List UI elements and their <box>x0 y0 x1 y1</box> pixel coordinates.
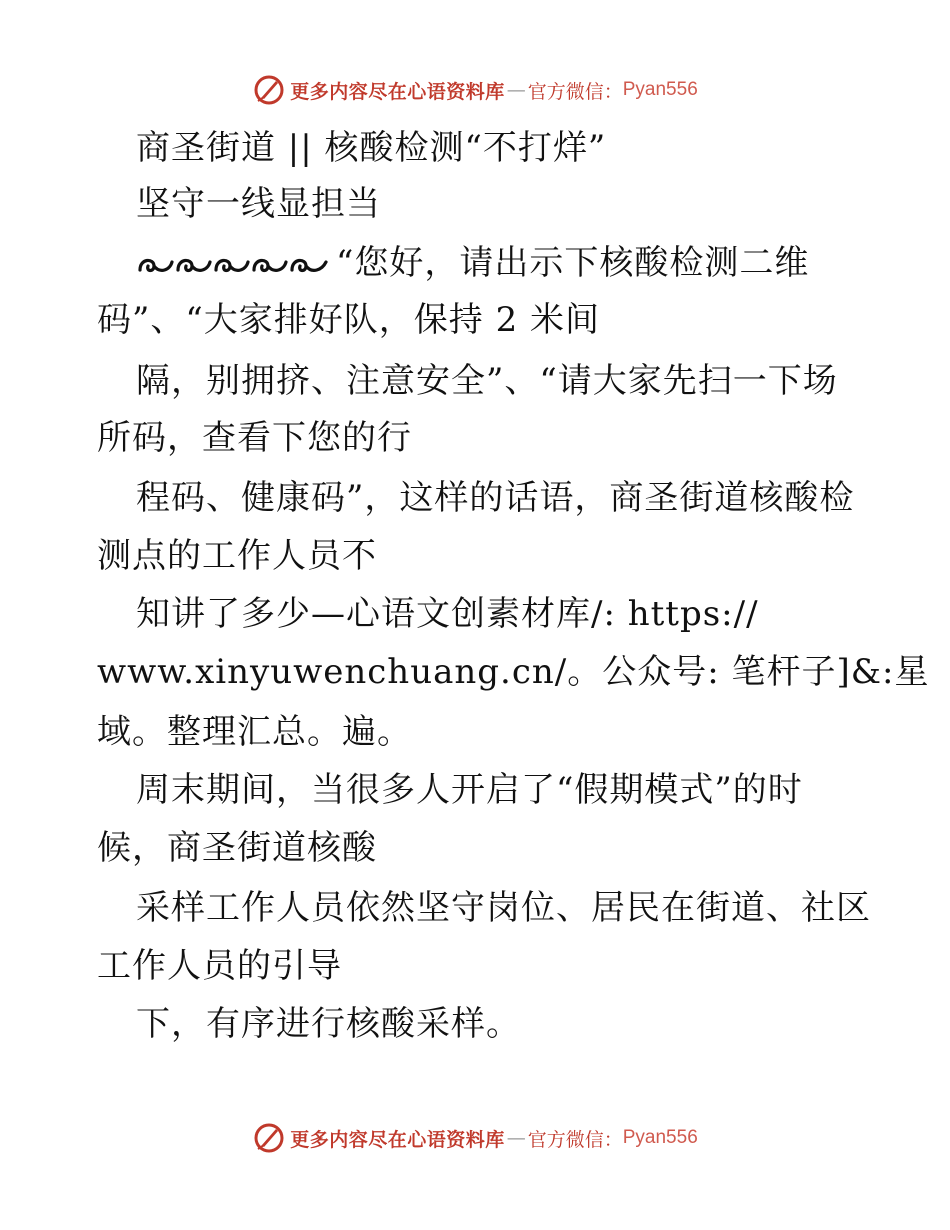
paragraph-line: 采样工作人员依然坚守岗位、居民在街道、社区 <box>136 888 871 928</box>
paragraph-line: 域。整理汇总。遍。 <box>97 712 412 752</box>
paragraph-line: 程码、健康码”，这样的话语，商圣街道核酸检 <box>136 478 855 518</box>
banner-dash: — <box>506 79 526 101</box>
paragraph-line: 码”、“大家排好队，保持 2 米间 <box>97 300 601 340</box>
paragraph-line: 测点的工作人员不 <box>97 536 377 576</box>
banner-official-label: 官方微信： <box>527 80 623 103</box>
quill-logo-icon <box>252 73 286 107</box>
banner-main-text: 更多内容尽在心语资料库 <box>290 80 505 103</box>
paragraph-line: 所码，查看下您的行 <box>97 418 412 458</box>
ornament-border-icon <box>136 252 332 278</box>
banner-account: Pyan556 <box>622 1127 698 1148</box>
paragraph-line: www.xinyuwenchuang.cn/。公众号: 笔杆子]&:星 <box>97 652 930 692</box>
paragraph-line: 下，有序进行核酸采样。 <box>136 1004 521 1044</box>
banner-account: Pyan556 <box>622 79 698 100</box>
quill-logo-icon <box>252 1121 286 1155</box>
paragraph-text: “您好，请出示下核酸检测二维 <box>336 243 810 283</box>
banner-main-text: 更多内容尽在心语资料库 <box>290 1128 505 1151</box>
paragraph-line: 知讲了多少—心语文创素材库/: https:// <box>136 594 759 634</box>
paragraph-line <box>136 243 809 283</box>
banner-official-label: 官方微信： <box>527 1128 623 1151</box>
header-watermark-banner <box>0 70 950 110</box>
paragraph-line: 隔，别拥挤、注意安全”、“请大家先扫一下场 <box>136 361 838 401</box>
footer-watermark-banner <box>0 1118 950 1158</box>
paragraph-line: 候，商圣街道核酸 <box>97 828 377 868</box>
paragraph-line: 周末期间，当很多人开启了“假期模式”的时 <box>136 770 803 810</box>
banner-dash: — <box>506 1127 526 1149</box>
paragraph-line: 工作人员的引导 <box>97 946 342 986</box>
title-line: 商圣街道 || 核酸检测“不打烊” <box>136 128 607 168</box>
subtitle-line: 坚守一线显担当 <box>136 184 381 224</box>
